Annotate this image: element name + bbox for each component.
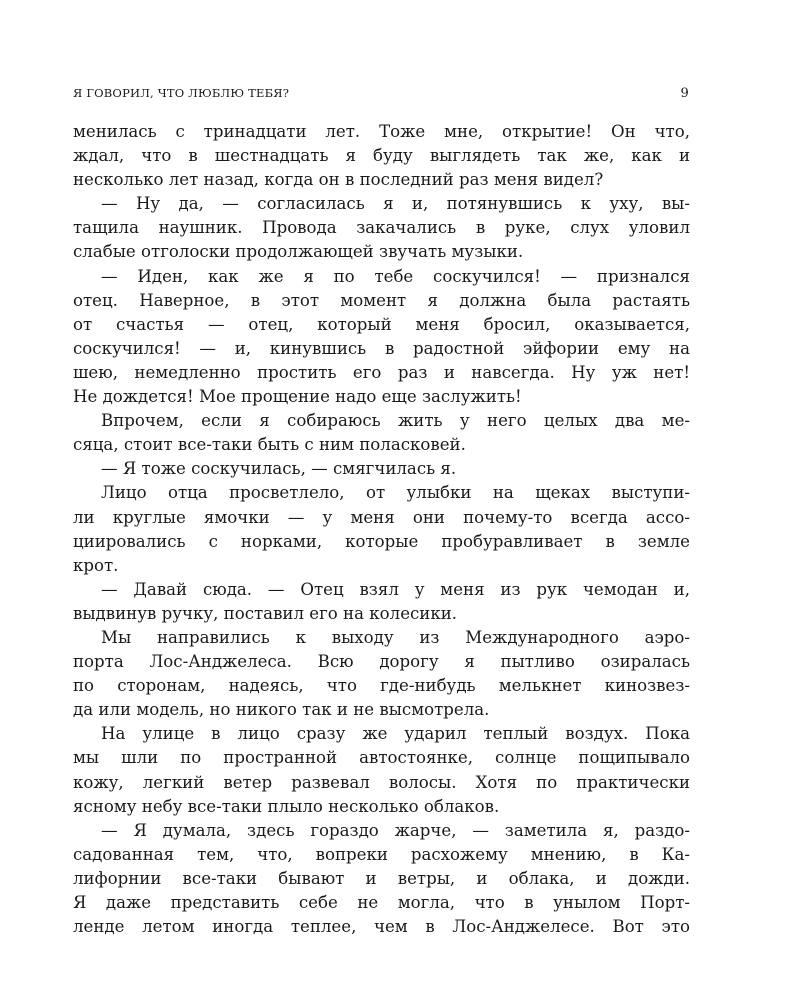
- text-line: соскучился! — и, кинувшись в радостной эйфории ему на: [73, 338, 690, 358]
- text-line: Лицо отца просветлело, от улыбки на щеках выступи-: [101, 483, 690, 503]
- text-line: садованная тем, что, вопреки расхожему мнению, в Ка-: [73, 844, 690, 864]
- text-line: циировались с норками, которые пробуравливает в земле: [73, 531, 690, 551]
- text-line: — Я тоже соскучилась, — смягчилась я.: [101, 459, 457, 479]
- text-line: порта Лос-Анджелеса. Всю дорогу я пытливо озиралась: [73, 652, 690, 672]
- text-line: отец. Наверное, в этот момент я должна была растаять: [73, 290, 690, 310]
- text-line: сяца, стоит все-таки быть с ним поласковей.: [73, 435, 466, 455]
- text-line: по сторонам, надеясь, что где-нибудь мелькнет кинозвез-: [73, 676, 690, 696]
- text-line: кожу, легкий ветер развевал волосы. Хотя по практически: [73, 772, 690, 792]
- text-line: от счастья — отец, который меня бросил, оказывается,: [73, 314, 690, 334]
- text-line: Мы направились к выходу из Международного аэро-: [101, 627, 690, 647]
- text-line: Я даже представить себе не могла, что в унылом Порт-: [73, 893, 690, 912]
- running-header: [73, 86, 690, 106]
- text-line: лифорнии все-таки бывают и ветры, и облака, и дожди.: [73, 868, 690, 888]
- text-line: — Ну да, — согласилась я и, потянувшись к уху, вы-: [101, 194, 690, 214]
- text-line: На улице в лицо сразу же ударил теплый воздух. Пока: [101, 724, 690, 744]
- text-line: слабые отголоски продолжающей звучать музыки.: [73, 242, 524, 262]
- text-line: менилась с тринадцати лет. Тоже мне, открытие! Он что,: [73, 122, 690, 141]
- text-line: да или модель, но никого так и не высмотрела.: [73, 700, 490, 720]
- text-line: тащила наушник. Провода закачались в руке, слух уловил: [73, 218, 690, 238]
- text-line: ли круглые ямочки — у меня они почему-то всегда ассо-: [73, 507, 690, 527]
- text-line: ленде летом иногда теплее, чем в Лос-Анджелесе. Вот это: [73, 917, 690, 937]
- text-line: Впрочем, если я собираюсь жить у него целых два ме-: [101, 411, 690, 431]
- running-title: Я ГОВОРИЛ, ЧТО ЛЮБЛЮ ТЕБЯ?: [73, 86, 290, 100]
- text-line: несколько лет назад, когда он в последний раз меня видел?: [73, 170, 604, 190]
- text-line: ясному небу все-таки плыло несколько облаков.: [73, 796, 500, 816]
- text-line: — Я думала, здесь гораздо жарче, — заметила я, раздо-: [101, 820, 690, 840]
- book-page: [73, 86, 690, 939]
- text-line: шею, немедленно простить его раз и навсегда. Ну уж нет!: [73, 362, 690, 382]
- text-line: — Давай сюда. — Отец взял у меня из рук чемодан и,: [101, 579, 690, 599]
- text-line: мы шли по пространной автостоянке, солнце пощипывало: [73, 748, 690, 768]
- body-text: [73, 120, 690, 939]
- text-line: ждал, что в шестнадцать я буду выглядеть так же, как и: [73, 146, 690, 166]
- text-line: выдвинув ручку, поставил его на колесики.: [73, 603, 458, 623]
- text-line: Не дождется! Мое прощение надо еще заслужить!: [73, 387, 522, 407]
- text-line: — Иден, как же я по тебе соскучился! — признался: [101, 266, 690, 286]
- text-line: крот.: [73, 555, 119, 575]
- page-number: 9: [680, 86, 689, 101]
